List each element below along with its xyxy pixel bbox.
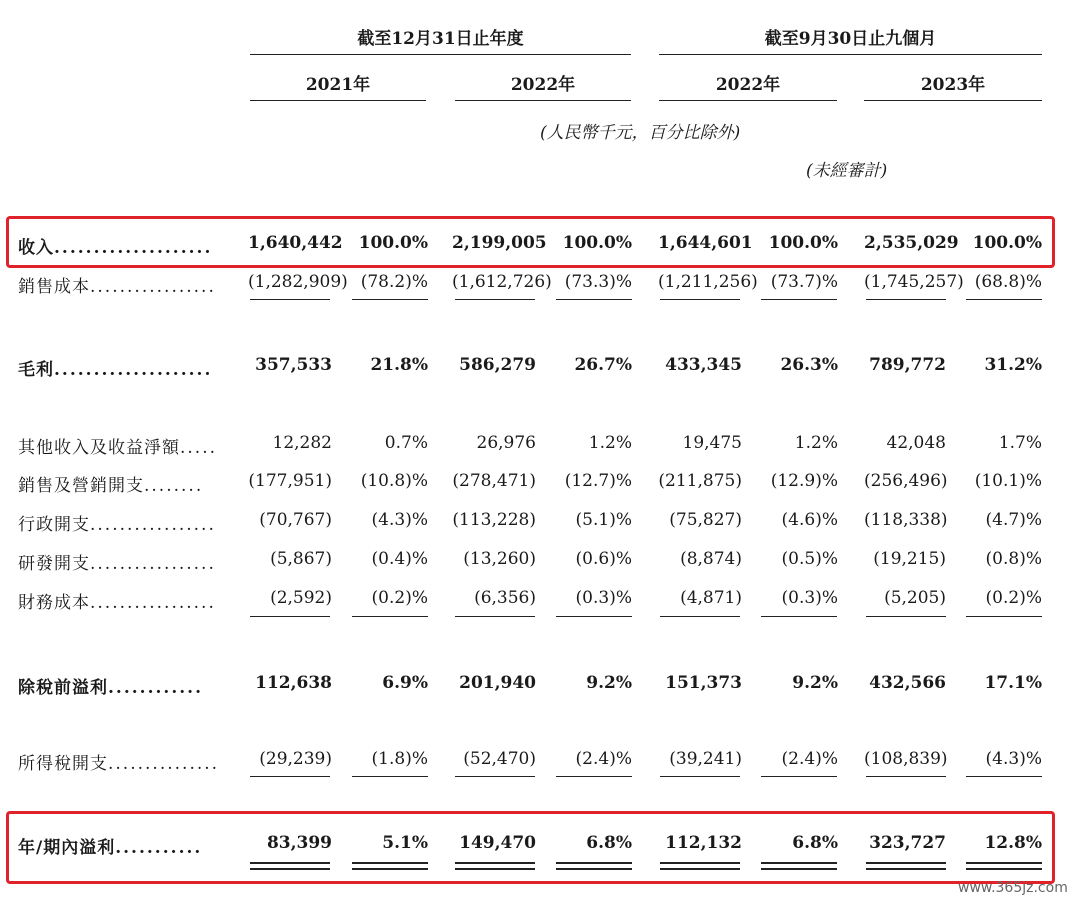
- cell: (0.8)%: [985, 549, 1042, 569]
- cell: 100.0%: [768, 233, 838, 253]
- watermark: www.365jz.com: [958, 880, 1068, 896]
- table-row-revenue: [0, 233, 1080, 263]
- subtotal-rule: [966, 616, 1042, 617]
- subtotal-rule: [660, 299, 740, 300]
- cell: 357,533: [255, 355, 332, 375]
- subtotal-rule: [866, 776, 946, 777]
- year-rule: [864, 100, 1042, 101]
- cell: (0.3)%: [575, 588, 632, 608]
- cell: 323,727: [869, 833, 946, 853]
- subtotal-rule: [660, 616, 740, 617]
- cell: (1,612,726): [452, 272, 552, 292]
- subtotal-rule: [250, 776, 330, 777]
- table-row-profit-before-tax: [0, 673, 1080, 703]
- cell: (13,260): [463, 549, 536, 569]
- table-row-finance-costs: [0, 588, 1080, 618]
- row-label: 行政開支.................: [18, 515, 216, 535]
- row-label: 銷售及營銷開支........: [18, 476, 204, 496]
- cell: 201,940: [459, 673, 536, 693]
- unaudited-note: (未經審計): [806, 161, 888, 181]
- cell: 26,976: [476, 433, 536, 453]
- header-rule-ninemonths: [659, 54, 1042, 55]
- year-rule: [250, 100, 426, 101]
- year-header: 2023年: [920, 75, 986, 95]
- subtotal-rule: [966, 299, 1042, 300]
- year-rule: [659, 100, 837, 101]
- table-row-cost-of-sales: [0, 272, 1080, 302]
- cell: 6.8%: [586, 833, 632, 853]
- total-double-rule: [556, 862, 632, 870]
- cell: (39,241): [669, 749, 742, 769]
- cell: (8,874): [680, 549, 742, 569]
- cell: (70,767): [259, 510, 332, 530]
- row-label: 收入....................: [18, 238, 213, 258]
- cell: (0.3)%: [781, 588, 838, 608]
- cell: (211,875): [658, 471, 742, 491]
- total-double-rule: [455, 862, 535, 870]
- cell: (113,228): [452, 510, 536, 530]
- cell: 1.2%: [794, 433, 838, 453]
- total-double-rule: [966, 862, 1042, 870]
- cell: (0.5)%: [781, 549, 838, 569]
- cell: 12,282: [272, 433, 332, 453]
- cell: (68.8)%: [974, 272, 1042, 292]
- cell: 31.2%: [984, 355, 1042, 375]
- cell: 19,475: [682, 433, 742, 453]
- total-double-rule: [866, 862, 946, 870]
- cell: (118,338): [864, 510, 948, 530]
- cell: 1.2%: [588, 433, 632, 453]
- cell: (6,356): [474, 588, 536, 608]
- subtotal-rule: [352, 776, 428, 777]
- cell: (2.4)%: [575, 749, 632, 769]
- cell: (4.3)%: [371, 510, 428, 530]
- cell: 2,535,029: [864, 233, 959, 253]
- cell: (278,471): [452, 471, 536, 491]
- subtotal-rule: [966, 776, 1042, 777]
- cell: 112,638: [255, 673, 332, 693]
- cell: (1.8)%: [371, 749, 428, 769]
- subtotal-rule: [761, 616, 837, 617]
- year-header: 2021年: [305, 75, 371, 95]
- subtotal-rule: [455, 776, 535, 777]
- cell: (10.1)%: [974, 471, 1042, 491]
- cell: 100.0%: [358, 233, 428, 253]
- header-rule-annual: [250, 54, 631, 55]
- cell: (177,951): [248, 471, 332, 491]
- cell: 1.7%: [998, 433, 1042, 453]
- period-header-ninemonths: 截至9月30日止九個月: [764, 29, 937, 49]
- cell: 21.8%: [370, 355, 428, 375]
- cell: 149,470: [459, 833, 536, 853]
- cell: (29,239): [259, 749, 332, 769]
- row-label: 所得稅開支...............: [18, 754, 220, 774]
- cell: (5,205): [884, 588, 946, 608]
- subtotal-rule: [455, 299, 535, 300]
- subtotal-rule: [250, 299, 330, 300]
- cell: (1,282,909): [248, 272, 348, 292]
- cell: (4.3)%: [985, 749, 1042, 769]
- row-label: 研發開支.................: [18, 554, 216, 574]
- cell: (256,496): [864, 471, 948, 491]
- cell: (2,592): [270, 588, 332, 608]
- cell: 586,279: [459, 355, 536, 375]
- cell: 17.1%: [984, 673, 1042, 693]
- cell: (2.4)%: [781, 749, 838, 769]
- cell: 2,199,005: [452, 233, 547, 253]
- cell: (73.7)%: [770, 272, 838, 292]
- cell: 9.2%: [792, 673, 838, 693]
- cell: (10.8)%: [360, 471, 428, 491]
- cell: 100.0%: [562, 233, 632, 253]
- cell: 432,566: [869, 673, 946, 693]
- cell: (1,745,257): [864, 272, 964, 292]
- period-header-annual: 截至12月31日止年度: [357, 29, 524, 49]
- year-header: 2022年: [715, 75, 781, 95]
- cell: (0.4)%: [371, 549, 428, 569]
- cell: (5.1)%: [575, 510, 632, 530]
- cell: (4.6)%: [781, 510, 838, 530]
- cell: (12.7)%: [564, 471, 632, 491]
- cell: (78.2)%: [360, 272, 428, 292]
- cell: (4,871): [680, 588, 742, 608]
- cell: 789,772: [869, 355, 946, 375]
- cell: (108,839): [864, 749, 948, 769]
- cell: 26.7%: [574, 355, 632, 375]
- total-double-rule: [761, 862, 837, 870]
- unit-note: (人民幣千元，百分比除外): [540, 123, 741, 143]
- cell: 6.9%: [382, 673, 428, 693]
- cell: 42,048: [886, 433, 946, 453]
- subtotal-rule: [761, 776, 837, 777]
- cell: (73.3)%: [564, 272, 632, 292]
- cell: 0.7%: [384, 433, 428, 453]
- subtotal-rule: [352, 299, 428, 300]
- cell: (4.7)%: [985, 510, 1042, 530]
- table-row-rnd-expenses: [0, 549, 1080, 579]
- row-label: 除稅前溢利............: [18, 678, 204, 698]
- cell: (0.6)%: [575, 549, 632, 569]
- cell: 12.8%: [984, 833, 1042, 853]
- subtotal-rule: [866, 616, 946, 617]
- year-rule: [455, 100, 631, 101]
- subtotal-rule: [866, 299, 946, 300]
- cell: (0.2)%: [371, 588, 428, 608]
- table-row-income-tax: [0, 749, 1080, 779]
- cell: 6.8%: [792, 833, 838, 853]
- row-label: 毛利....................: [18, 360, 213, 380]
- total-double-rule: [250, 862, 330, 870]
- cell: (5,867): [270, 549, 332, 569]
- table-row-profit-for-period: [0, 833, 1080, 863]
- cell: (52,470): [463, 749, 536, 769]
- table-row-admin-expenses: [0, 510, 1080, 540]
- cell: 151,373: [665, 673, 742, 693]
- subtotal-rule: [455, 616, 535, 617]
- cell: 1,640,442: [248, 233, 343, 253]
- subtotal-rule: [660, 776, 740, 777]
- subtotal-rule: [556, 616, 632, 617]
- total-double-rule: [660, 862, 740, 870]
- year-header: 2022年: [510, 75, 576, 95]
- cell: 1,644,601: [658, 233, 753, 253]
- table-row-other-income: [0, 433, 1080, 463]
- cell: 26.3%: [780, 355, 838, 375]
- cell: 83,399: [266, 833, 332, 853]
- cell: 112,132: [665, 833, 742, 853]
- row-label: 年/期內溢利...........: [18, 838, 203, 858]
- subtotal-rule: [352, 616, 428, 617]
- cell: 5.1%: [382, 833, 428, 853]
- cell: (12.9)%: [770, 471, 838, 491]
- cell: (1,211,256): [658, 272, 758, 292]
- cell: (75,827): [669, 510, 742, 530]
- cell: (19,215): [873, 549, 946, 569]
- subtotal-rule: [556, 776, 632, 777]
- cell: 433,345: [665, 355, 742, 375]
- cell: 100.0%: [972, 233, 1042, 253]
- table-row-selling-expenses: [0, 471, 1080, 501]
- total-double-rule: [352, 862, 428, 870]
- subtotal-rule: [761, 299, 837, 300]
- cell: 9.2%: [586, 673, 632, 693]
- subtotal-rule: [250, 616, 330, 617]
- subtotal-rule: [556, 299, 632, 300]
- row-label: 其他收入及收益淨額.....: [18, 438, 218, 458]
- row-label: 財務成本.................: [18, 593, 216, 613]
- table-row-gross-profit: [0, 355, 1080, 385]
- cell: (0.2)%: [985, 588, 1042, 608]
- row-label: 銷售成本.................: [18, 277, 216, 297]
